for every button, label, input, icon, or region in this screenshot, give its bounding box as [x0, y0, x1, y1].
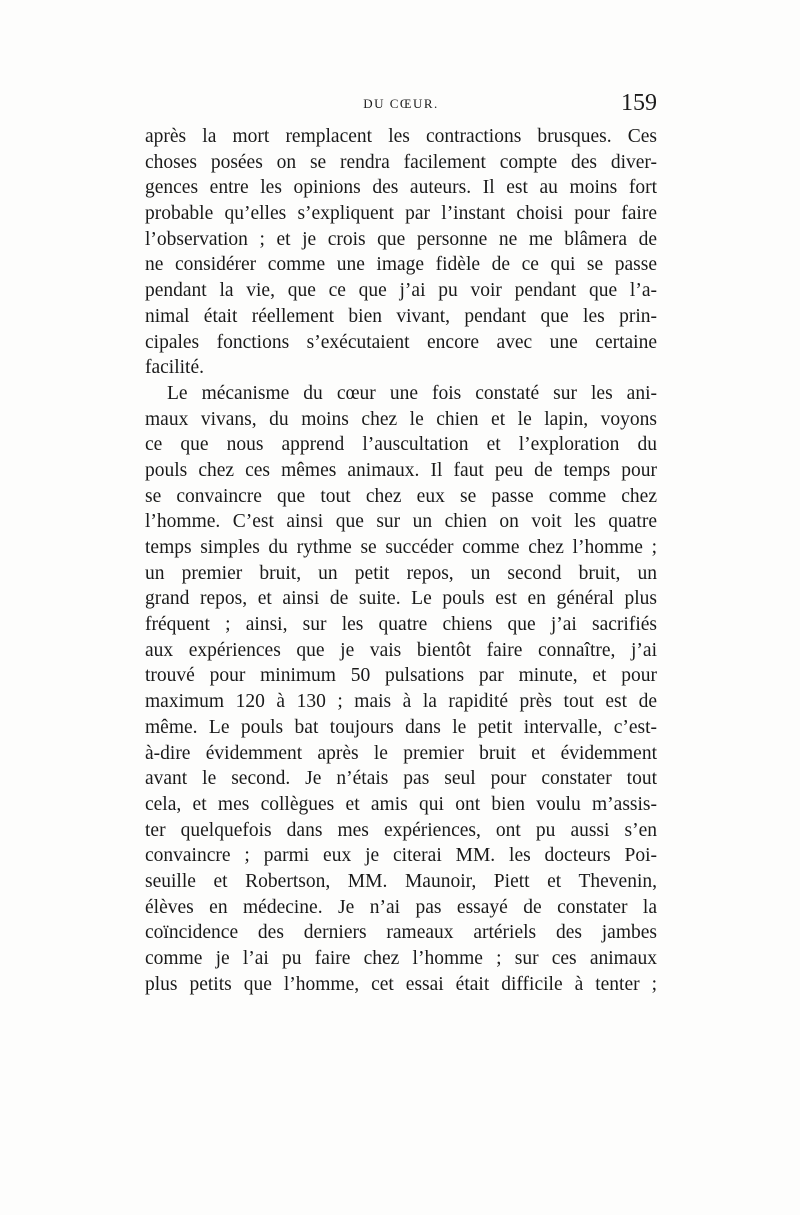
- body-text: [145, 124, 657, 997]
- text-line: à-dire évidemment après le premier bruit et évidemment: [145, 742, 657, 764]
- text-line: après la mort remplacent les contractions brusques. Ces: [145, 126, 657, 147]
- text-line: plus petits que l’homme, cet essai était difficile à tenter ;: [145, 973, 657, 995]
- text-line: probable qu’elles s’expliquent par l’instant choisi pour faire: [145, 203, 657, 225]
- running-title: DU CŒUR.: [363, 96, 439, 111]
- page-number: 159: [621, 90, 657, 116]
- text-line: gences entre les opinions des auteurs. Il est au moins fort: [145, 177, 657, 199]
- text-line: cipales fonctions s’exécutaient encore avec une certaine: [145, 331, 657, 353]
- text-line: coïncidence des derniers rameaux artériels des jambes: [145, 922, 657, 944]
- text-line: l’observation ; et je crois que personne ne me blâmera de: [145, 228, 657, 250]
- text-line: ter quelquefois dans mes expériences, ont pu aussi s’en: [145, 819, 657, 841]
- text-line: cela, et mes collègues et amis qui ont bien voulu m’assis-: [145, 793, 657, 815]
- text-line: maximum 120 à 130 ; mais à la rapidité près tout est de: [145, 691, 657, 713]
- text-line: un premier bruit, un petit repos, un second bruit, un: [145, 562, 657, 584]
- text-line: se convaincre que tout chez eux se passe comme chez: [145, 485, 657, 507]
- text-line: même. Le pouls bat toujours dans le petit intervalle, c’est-: [145, 716, 657, 738]
- text-line: l’homme. C’est ainsi que sur un chien on voit les quatre: [145, 511, 657, 533]
- text-line: fréquent ; ainsi, sur les quatre chiens que j’ai sacrifiés: [145, 614, 657, 636]
- text-line: ne considérer comme une image fidèle de ce qui se passe: [145, 254, 657, 276]
- text-line: seuille et Robertson, MM. Maunoir, Piett et Thevenin,: [145, 870, 657, 892]
- text-line: nimal était réellement bien vivant, pendant que les prin-: [145, 305, 657, 327]
- text-line: ce que nous apprend l’auscultation et l’exploration du: [145, 434, 657, 456]
- text-line: comme je l’ai pu faire chez l’homme ; sur ces animaux: [145, 948, 657, 969]
- text-line: convaincre ; parmi eux je citerai MM. les docteurs Poi-: [145, 845, 657, 867]
- text-line: maux vivans, du moins chez le chien et le lapin, voyons: [145, 408, 657, 430]
- text-line: pouls chez ces mêmes animaux. Il faut peu de temps pour: [145, 459, 657, 481]
- text-line: temps simples du rythme se succéder comme chez l’homme ;: [145, 537, 657, 558]
- text-line: choses posées on se rendra facilement compte des diver-: [145, 151, 657, 173]
- text-line: facilité.: [145, 357, 205, 379]
- text-line: grand repos, et ainsi de suite. Le pouls est en général plus: [145, 588, 657, 610]
- text-line: aux expériences que je vais bientôt faire connaître, j’ai: [145, 639, 657, 661]
- running-head: [145, 90, 657, 118]
- text-line: trouvé pour minimum 50 pulsations par minute, et pour: [145, 665, 657, 687]
- text-line: pendant la vie, que ce que j’ai pu voir pendant que l’a-: [145, 280, 657, 302]
- text-line: avant le second. Je n’étais pas seul pour constater tout: [145, 768, 657, 790]
- text-line: élèves en médecine. Je n’ai pas essayé de constater la: [145, 896, 657, 918]
- paragraph-start-line: Le mécanisme du cœur une fois constaté sur les ani-: [167, 382, 657, 404]
